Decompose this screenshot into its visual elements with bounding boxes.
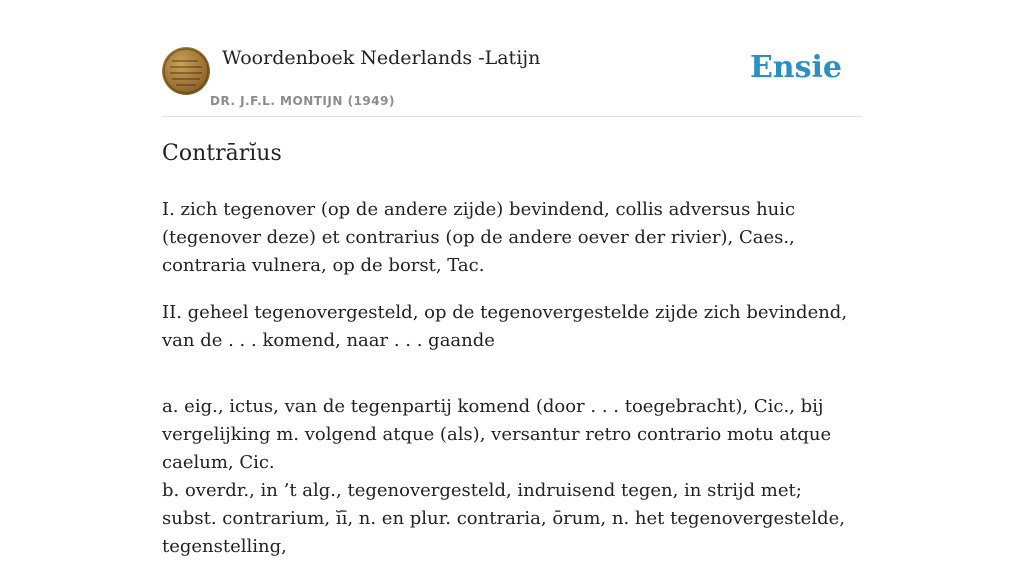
site-header <box>162 44 862 117</box>
entry-paragraph: a. eig., ictus, van de tegenpartij komend (door . . . toegebracht), Cic., bij vergelijking m. volgend atque (als), versantur retro contrario motu atque caelum, Cic. <box>162 396 832 473</box>
entry-content <box>162 138 862 561</box>
book-title[interactable]: Woordenboek Nederlands -Latijn <box>222 47 541 69</box>
coin-seal-icon[interactable] <box>162 47 210 95</box>
entry-paragraph: b. overdr., in ’t alg., tegenovergesteld, indruisend tegen, in strijd met; subst. contrarium, ĭī, n. en plur. contraria, ōrum, n. het tegenovergestelde, tegenstelling, <box>162 480 845 557</box>
entry-title: Contrārĭus <box>162 141 282 166</box>
book-author: DR. J.F.L. MONTIJN (1949) <box>210 94 395 108</box>
entry-paragraph: II. geheel tegenovergesteld, op de tegenovergestelde zijde zich bevindend, van de . . . komend, naar . . . gaande <box>162 302 848 351</box>
entry-paragraph: I. zich tegenover (op de andere zijde) bevindend, collis adversus huic (tegenover deze) et contrarius (op de andere oever der rivier), Caes., contraria vulnera, op de borst, Tac. <box>162 199 796 276</box>
brand-logo-link[interactable]: Ensie <box>749 50 842 85</box>
paragraph-spacer <box>162 374 862 393</box>
